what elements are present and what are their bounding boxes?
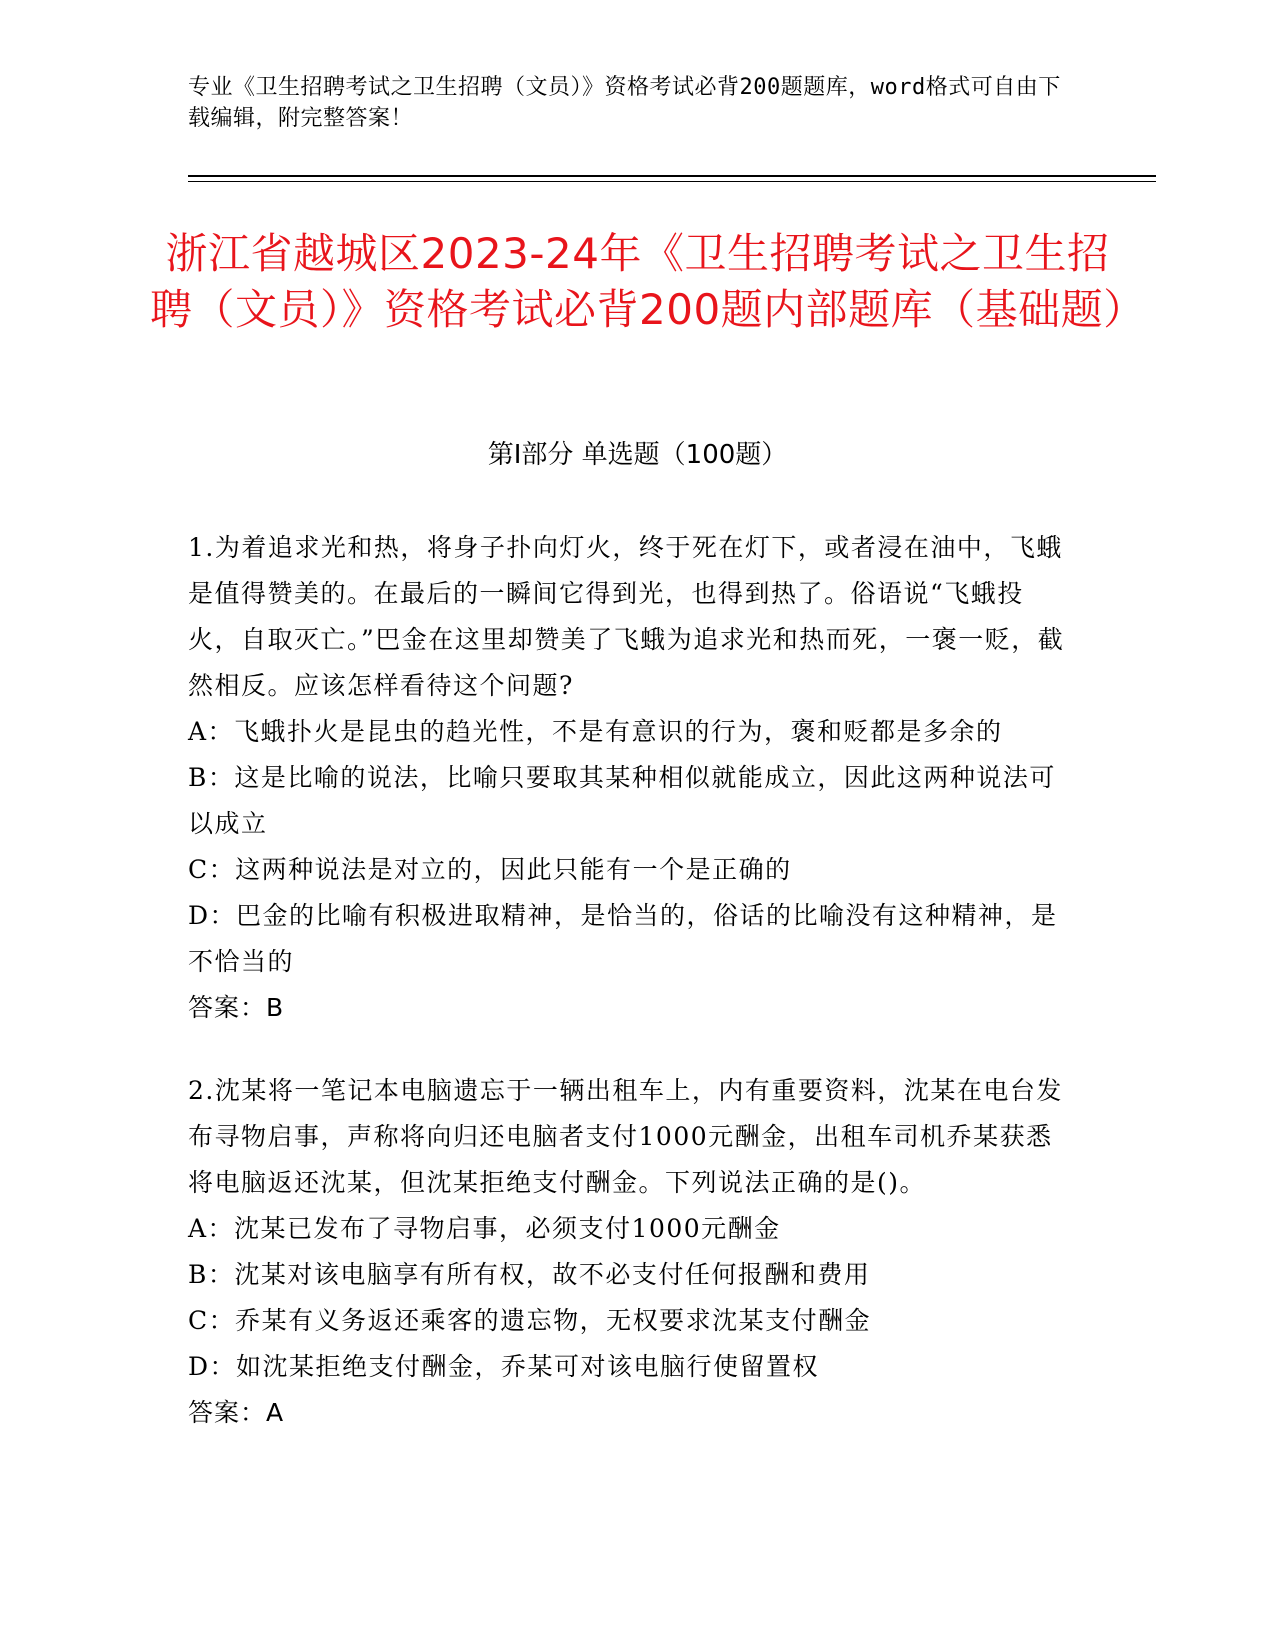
- option-b: B：这是比喻的说法，比喻只要取其某种相似就能成立，因此这两种说法可以成立: [188, 763, 1056, 838]
- question-1: [188, 525, 1068, 1031]
- option-c: C：这两种说法是对立的，因此只能有一个是正确的: [188, 855, 792, 884]
- option-d: D：巴金的比喻有积极进取精神，是恰当的，俗话的比喻没有这种精神，是不恰当的: [188, 901, 1058, 976]
- header-rule-thin: [188, 181, 1156, 182]
- option-d: D：如沈某拒绝支付酬金，乔某可对该电脑行使留置权: [188, 1352, 820, 1381]
- document-title: 浙江省越城区2023-24年《卫生招聘考试之卫生招聘（文员）》资格考试必背200题内部题库（基础题）: [150, 229, 1146, 334]
- option-a: A：沈某已发布了寻物启事，必须支付1000元酬金: [188, 1214, 781, 1243]
- option-b: B：沈某对该电脑享有所有权，故不必支付任何报酬和费用: [188, 1260, 871, 1289]
- question-2: [188, 1068, 1068, 1436]
- question-stem: 1.为着追求光和热，将身子扑向灯火，终于死在灯下，或者浸在油中，飞蛾是值得赞美的。在最后的一瞬间它得到光，也得到热了。俗语说“飞蛾投火，自取灭亡。”巴金在这里却赞美了飞蛾为追求光和热而死，一褒一贬，截然相反。应该怎样看待这个问题?: [188, 533, 1065, 700]
- answer: 答案：B: [188, 993, 285, 1022]
- question-stem: 2.沈某将一笔记本电脑遗忘于一辆出租车上，内有重要资料，沈某在电台发布寻物启事，声称将向归还电脑者支付1000元酬金，出租车司机乔某获悉将电脑返还沈某，但沈某拒绝支付酬金。下列说法正确的是()。: [188, 1076, 1063, 1197]
- answer: 答案：A: [188, 1398, 285, 1427]
- option-a: A：飞蛾扑火是昆虫的趋光性，不是有意识的行为，褒和贬都是多余的: [188, 717, 1003, 746]
- option-c: C：乔某有义务返还乘客的遗忘物，无权要求沈某支付酬金: [188, 1306, 872, 1335]
- section-title: 第I部分 单选题（100题）: [487, 440, 788, 470]
- header-rule-thick: [188, 175, 1156, 177]
- header-note: 专业《卫生招聘考试之卫生招聘（文员）》资格考试必背200题题库，word格式可自由下载编辑，附完整答案！: [188, 75, 1061, 131]
